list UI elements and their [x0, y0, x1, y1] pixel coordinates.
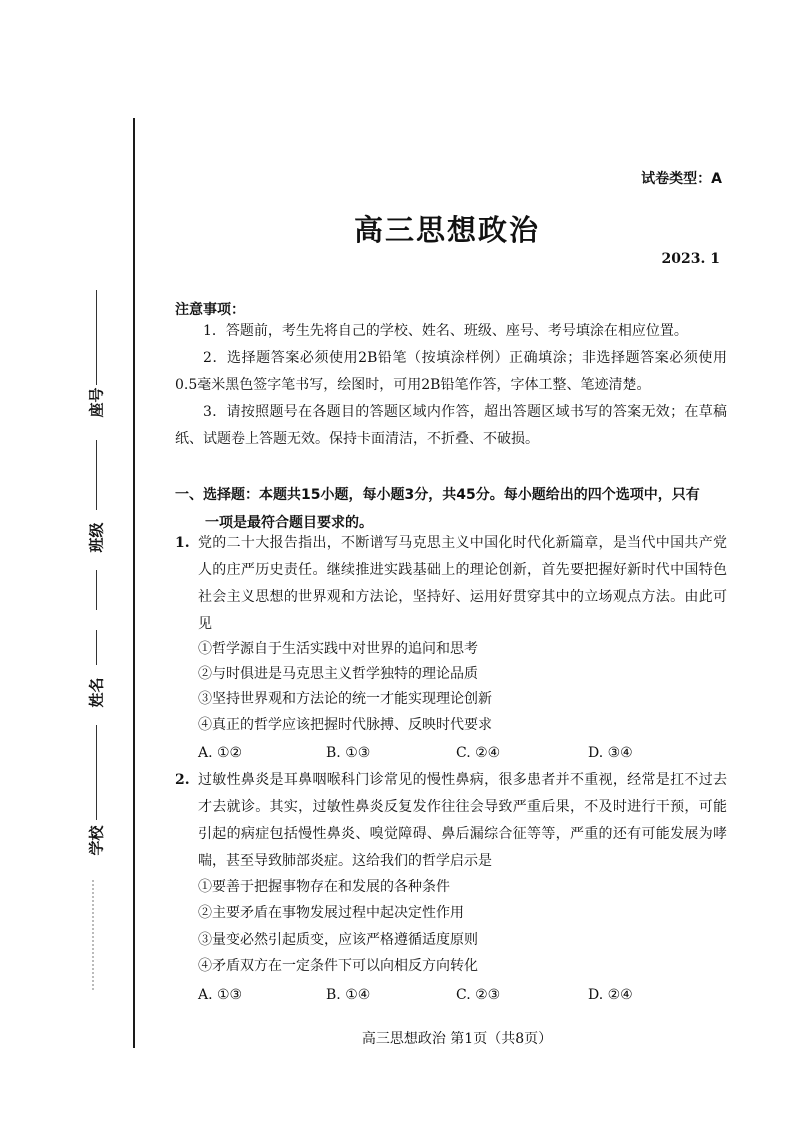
question-1-option: ③坚持世界观和方法论的统一才能实现理论创新	[198, 691, 492, 707]
question-1-option: ②与时俱进是马克思主义哲学独特的理论品质	[198, 666, 478, 682]
binding-line	[133, 118, 135, 1048]
question-2-option: ①要善于把握事物存在和发展的各种条件	[198, 879, 450, 895]
notice-heading: 注意事项：	[175, 302, 245, 318]
choice-d: D. ②④	[588, 987, 633, 1003]
class-label: 班级	[87, 522, 106, 553]
school-label: 学校	[87, 825, 106, 856]
name-field	[70, 630, 110, 830]
question-2-option: ③量变必然引起质变，应该严格遵循适度原则	[198, 932, 478, 948]
notice-item: 1．答题前，考生先将自己的学校、姓名、班级、座号、考号填涂在相应位置。	[203, 323, 688, 339]
question-1-stem	[175, 530, 727, 638]
exam-date: 2023. 1	[661, 251, 720, 267]
choice-a: A. ①③	[198, 987, 243, 1003]
seat-number-underline	[96, 290, 97, 385]
question-1-option: ④真正的哲学应该把握时代脉搏、反映时代要求	[198, 717, 492, 733]
question-2-option: ②主要矛盾在事物发展过程中起决定性作用	[198, 905, 464, 921]
choice-c: C. ②④	[456, 745, 501, 761]
choice-d: D. ③④	[588, 745, 633, 761]
question-1-choices	[198, 741, 718, 765]
class-field	[70, 440, 110, 620]
question-2-choices	[198, 983, 718, 1007]
dotted-guide	[92, 880, 96, 990]
choice-b: B. ①③	[326, 745, 371, 761]
page-title: 高三思想政治	[353, 213, 540, 247]
choice-c: C. ②③	[456, 987, 501, 1003]
question-number: 1.	[175, 535, 190, 551]
notice-item: 3．请按照题号在各题目的答题区域内作答，超出答题区域书写的答案无效；在草稿纸、试题卷上答题无效。保持卡面清洁，不折叠、不破损。	[175, 404, 727, 447]
section-heading	[175, 481, 727, 537]
school-field	[70, 825, 110, 890]
name-label: 姓名	[87, 677, 106, 708]
page-footer: 高三思想政治 第1页（共8页）	[361, 1031, 553, 1047]
question-2-option: ④矛盾双方在一定条件下可以向相反方向转化	[198, 958, 478, 974]
notice-item: 2．选择题答案必须使用2B铅笔（按填涂样例）正确填涂；非选择题答案必须使用0.5毫米黑色签字笔书写，绘图时，可用2B铅笔作答，字体工整、笔迹清楚。	[175, 350, 727, 393]
question-2-stem	[175, 767, 727, 875]
choice-a: A. ①②	[198, 745, 243, 761]
question-text: 党的二十大报告指出，不断谱写马克思主义中国化时代化新篇章，是当代中国共产党人的庄严历史责任。继续推进实践基础上的理论创新，首先要把握好新时代中国特色社会主义思想的世界观和方法论，坚持好、运用好贯穿其中的立场观点方法。由此可见	[198, 535, 727, 632]
class-underline	[96, 440, 97, 510]
question-text: 过敏性鼻炎是耳鼻咽喉科门诊常见的慢性鼻病，很多患者并不重视，经常是扛不过去才去就诊。其实，过敏性鼻炎反复发作往往会导致严重后果，不及时进行干预，可能引起的病症包括慢性鼻炎、嗅觉障碍、鼻后漏综合征等等，严重的还有可能发展为哮喘，甚至导致肺部炎症。这给我们的哲学启示是	[198, 772, 727, 869]
section-heading-line2: 一项是最符合题目要求的。	[205, 515, 373, 531]
section-heading-line1: 一、选择题：本题共15小题，每小题3分，共45分。每小题给出的四个选项中，只有	[175, 487, 700, 503]
paper-type: 试卷类型：A	[641, 171, 722, 187]
choice-b: B. ①④	[326, 987, 371, 1003]
name-underline	[96, 630, 97, 665]
name-underline-lower	[96, 725, 97, 820]
seat-number-field	[70, 290, 110, 440]
seat-number-label: 座号	[87, 387, 106, 418]
question-number: 2.	[175, 772, 190, 788]
class-underline-lower	[96, 570, 97, 610]
question-1-option: ①哲学源自于生活实践中对世界的追问和思考	[198, 641, 478, 657]
